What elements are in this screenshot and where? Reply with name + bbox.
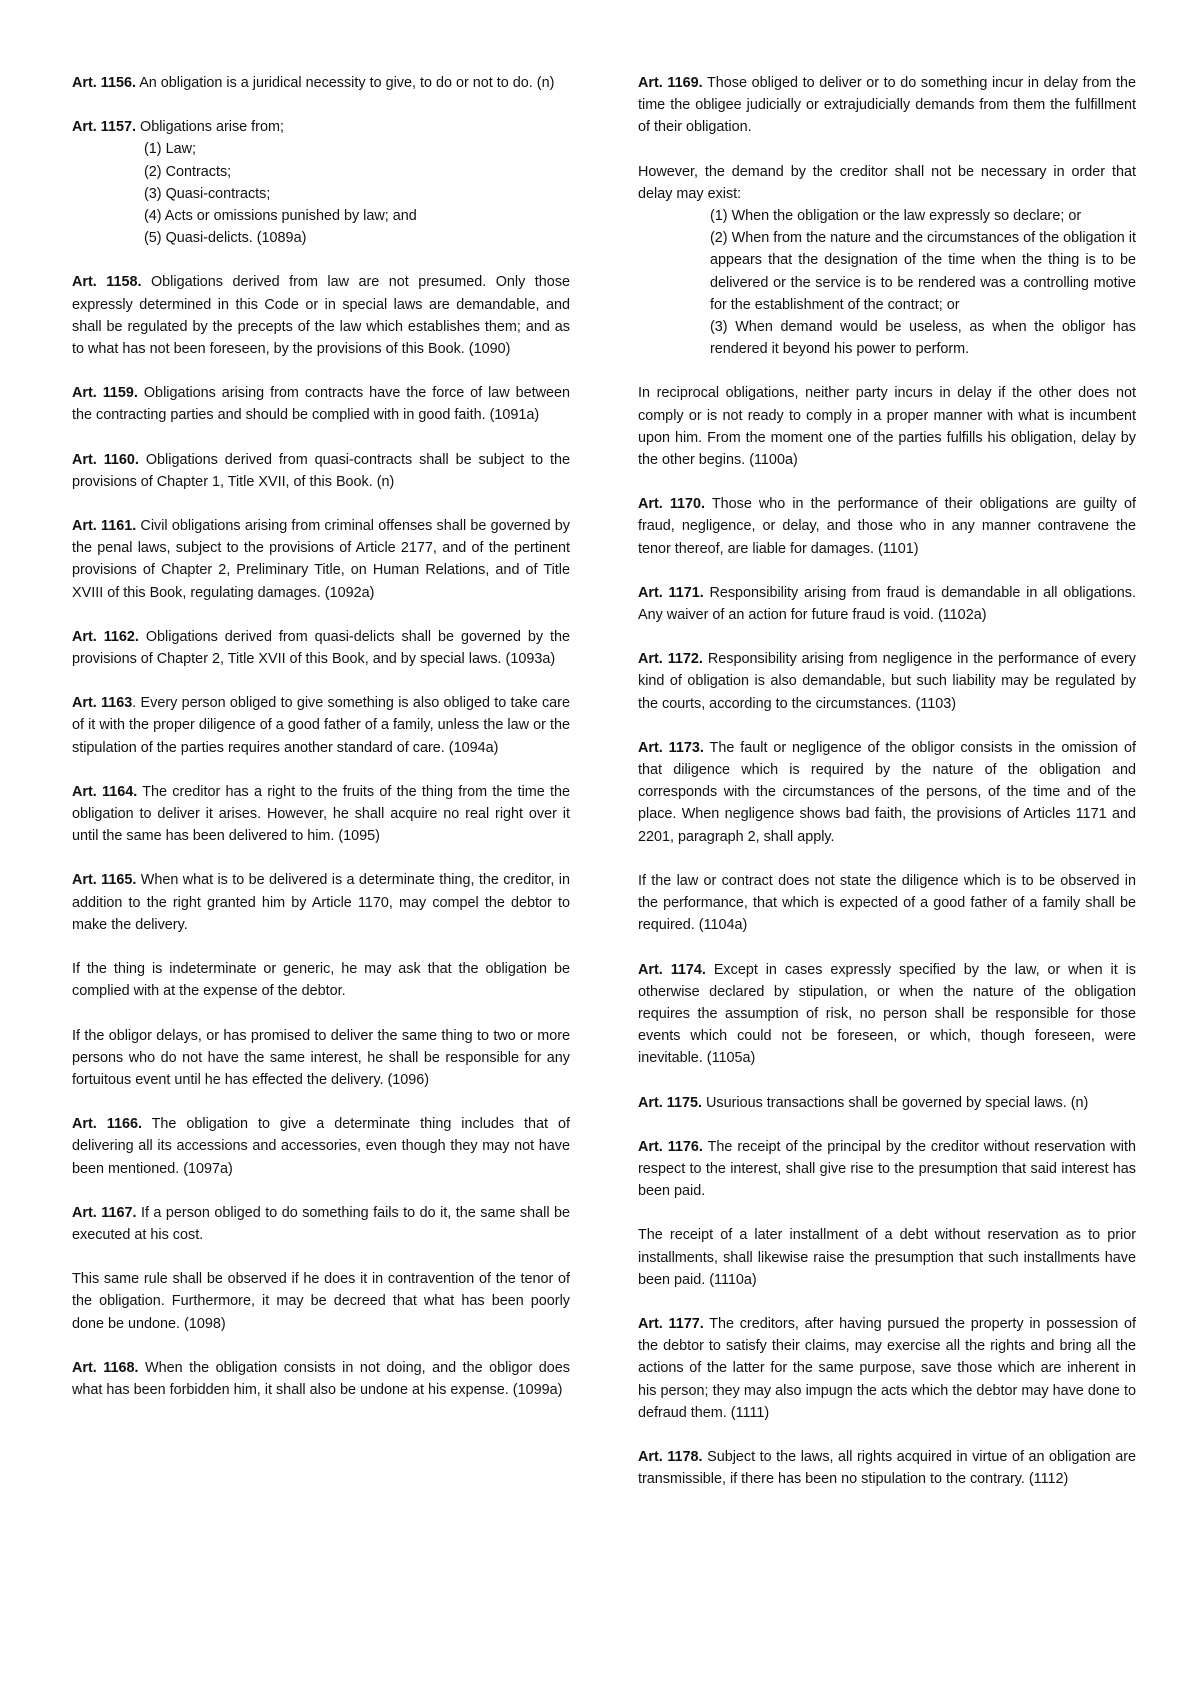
article-1174 xyxy=(638,959,1136,1070)
article-number: Art. 1174. xyxy=(638,961,706,978)
article-text: Usurious transactions shall be governed by special laws. (n) xyxy=(702,1094,1089,1111)
article-1158 xyxy=(72,271,570,360)
article-paragraph xyxy=(72,515,570,604)
article-number: Art. 1162. xyxy=(72,628,139,645)
article-1165 xyxy=(72,869,570,1091)
article-number: Art. 1161. xyxy=(72,518,137,535)
article-paragraph: In reciprocal obligations, neither party incurs in delay if the other does not comply or is not ready to comply in a proper manner with what is incumbent upon him. From the moment one of the parties fulfills his obligation, delay by the other begins. (1100a) xyxy=(638,385,1136,469)
list-item: (3) Quasi-contracts; xyxy=(144,185,271,202)
article-paragraph xyxy=(638,1313,1136,1424)
article-number: Art. 1156. xyxy=(72,75,136,91)
article-paragraph xyxy=(638,1136,1136,1203)
article-paragraph xyxy=(72,869,570,936)
article-text: Obligations derived from law are not presumed. Only those expressly determined in this Code or in special laws are demandable, and shall be regulated by the precepts of the law which establishes them; and as to what has not been foreseen, by the provisions of this Book. (1090) xyxy=(72,274,571,358)
article-paragraph xyxy=(638,1092,1136,1114)
article-1176 xyxy=(638,1136,1136,1291)
article-number: Art. 1171. xyxy=(638,584,704,601)
article-text: Those who in the performance of their obligations are guilty of fraud, negligence, or delay, and those who in any manner contravene the tenor thereof, are liable for damages. (1101) xyxy=(638,496,1136,557)
article-number: Art. 1165. xyxy=(72,872,137,889)
article-1173 xyxy=(638,737,1136,937)
article-number: Art. 1159. xyxy=(72,385,138,402)
article-paragraph xyxy=(72,271,570,360)
article-text: Those obliged to deliver or to do something incur in delay from the time the obligee judicially or extrajudicially demands from them the fulfillment of their obligation. xyxy=(638,75,1137,136)
article-number: Art. 1169. xyxy=(638,75,703,91)
article-1156 xyxy=(72,72,570,94)
right-column xyxy=(638,72,1136,1512)
article-text: The receipt of the principal by the creditor without reservation with respect to the interest, shall give rise to the presumption that said interest has been paid. xyxy=(638,1138,1137,1200)
list-item: (2) When from the nature and the circumstances of the obligation it appears that the designation of the time when the thing is to be delivered or the service is to be rendered was a controlling motive for the establishment of the contract; or xyxy=(710,230,1136,313)
article-number: Art. 1176. xyxy=(638,1138,703,1155)
article-number: Art. 1157. xyxy=(72,119,136,136)
sources-list xyxy=(72,138,570,249)
article-paragraph xyxy=(72,781,570,848)
article-paragraph xyxy=(72,1113,570,1180)
article-paragraph xyxy=(638,493,1136,560)
article-paragraph xyxy=(638,737,1136,848)
article-paragraph xyxy=(72,382,570,426)
article-number: Art. 1168. xyxy=(72,1359,139,1376)
article-text: Obligations derived from quasi-delicts shall be governed by the provisions of Chapter 2, Title XVII of this Book, and by special laws. (1093a) xyxy=(72,628,571,668)
article-paragraph xyxy=(72,1202,570,1246)
article-paragraph xyxy=(638,959,1136,1070)
article-1166 xyxy=(72,1113,570,1180)
article-paragraph xyxy=(72,1357,570,1401)
article-number: Art. 1160. xyxy=(72,451,139,468)
article-paragraph: If the law or contract does not state the diligence which is to be observed in the performance, that which is expected of a good father of a family shall be required. (1104a) xyxy=(638,872,1136,934)
article-text: The creditors, after having pursued the property in possession of the debtor to satisfy their claims, may exercise all the rights and bring all the actions of the latter for the same purpose, save those which are inherent in his person; they may also impugn the acts which the debtor may have done to defraud them. (1111) xyxy=(638,1315,1136,1421)
article-1168 xyxy=(72,1357,570,1401)
article-number: Art. 1164. xyxy=(72,783,138,800)
article-1171 xyxy=(638,582,1136,626)
article-text: If a person obliged to do something fails to do it, the same shall be executed at his cost. xyxy=(72,1204,570,1243)
article-number: Art. 1177. xyxy=(638,1315,704,1332)
article-1163 xyxy=(72,692,570,759)
article-1178 xyxy=(638,1446,1136,1490)
article-number: Art. 1158. xyxy=(72,274,142,291)
article-number: Art. 1166. xyxy=(72,1116,142,1133)
article-text: When what is to be delivered is a determinate thing, the creditor, in addition to the right granted him by Article 1170, may compel the debtor to make the delivery. xyxy=(72,872,570,933)
article-number: Art. 1173. xyxy=(638,739,704,756)
article-text: Responsibility arising from fraud is demandable in all obligations. Any waiver of an action for future fraud is void. (1102a) xyxy=(638,584,1137,624)
delay-exceptions-list xyxy=(638,205,1136,360)
article-1177 xyxy=(638,1313,1136,1424)
article-1172 xyxy=(638,648,1136,715)
list-item: (3) When demand would be useless, as when the obligor has rendered it beyond his power to perform. xyxy=(710,319,1136,358)
article-text: Subject to the laws, all rights acquired in virtue of an obligation are transmissible, if there has been no stipulation to the contrary. (1112) xyxy=(638,1448,1136,1488)
article-text: The creditor has a right to the fruits of the thing from the time the obligation to deliver it arises. However, he shall acquire no real right over it until the same has been delivered to him. (1095) xyxy=(72,783,571,845)
article-text: When the obligation consists in not doing, and the obligor does what has been forbidden him, it shall also be undone at his expense. (1099a) xyxy=(72,1359,570,1398)
article-1175 xyxy=(638,1092,1136,1114)
article-text: Obligations derived from quasi-contracts shall be subject to the provisions of Chapter 1, Title XVII, of this Book. (n) xyxy=(72,451,571,490)
list-item: (1) When the obligation or the law expressly so declare; or xyxy=(710,208,1082,225)
article-1167 xyxy=(72,1202,570,1335)
article-text: Except in cases expressly specified by the law, or when it is otherwise declared by stipulation, or when the nature of the obligation requires the assumption of risk, no person shall be responsible for those events which could not be foreseen, or which, though foreseen, were inevitable. (1105a) xyxy=(638,961,1136,1067)
article-1162 xyxy=(72,626,570,670)
list-item: (4) Acts or omissions punished by law; and xyxy=(144,208,417,225)
article-1159 xyxy=(72,382,570,426)
article-paragraph xyxy=(638,72,1136,139)
article-1164 xyxy=(72,781,570,848)
article-paragraph xyxy=(638,648,1136,715)
left-column xyxy=(72,72,570,1423)
article-number: Art. 1172. xyxy=(638,651,703,668)
article-paragraph xyxy=(72,116,570,138)
article-text: . Every person obliged to give something is also obliged to take care of it with the proper diligence of a good father of a family, unless the law or the stipulation of the parties requires another standard of care. (1094a) xyxy=(72,695,570,756)
article-number: Art. 1178. xyxy=(638,1448,703,1465)
article-1157 xyxy=(72,116,570,249)
article-number: Art. 1163 xyxy=(72,695,133,712)
article-paragraph: The receipt of a later installment of a debt without reservation as to prior installments, shall likewise raise the presumption that such installments have been paid. (1110a) xyxy=(638,1227,1136,1288)
article-paragraph xyxy=(72,626,570,670)
list-item: (2) Contracts; xyxy=(144,163,232,180)
article-paragraph xyxy=(638,582,1136,626)
article-text: Obligations arising from contracts have the force of law between the contracting parties and should be complied with in good faith. (1091a) xyxy=(72,385,570,424)
article-number: Art. 1170. xyxy=(638,496,706,513)
article-text: Civil obligations arising from criminal offenses shall be governed by the penal laws, subject to the provisions of Article 2177, and of the pertinent provisions of Chapter 2, Preliminary Title, on Human Relations, and of Title XVIII of this Book, regulating damages. (1092a) xyxy=(72,518,570,601)
article-1169 xyxy=(638,72,1136,471)
article-paragraph: If the thing is indeterminate or generic, he may ask that the obligation be complied with at the expense of the debtor. xyxy=(72,961,570,1000)
article-text: The obligation to give a determinate thing includes that of delivering all its accessions and accessories, even though they may not have been mentioned. (1097a) xyxy=(72,1116,570,1177)
article-paragraph xyxy=(72,692,570,759)
article-paragraph: However, the demand by the creditor shall not be necessary in order that delay may exist: xyxy=(638,163,1136,202)
article-1160 xyxy=(72,449,570,493)
article-paragraph xyxy=(72,72,570,94)
article-paragraph xyxy=(638,1446,1136,1490)
article-number: Art. 1167. xyxy=(72,1204,137,1221)
article-number: Art. 1175. xyxy=(638,1094,702,1111)
article-paragraph: This same rule shall be observed if he does it in contravention of the tenor of the obligation. Furthermore, it may be decreed that what has been poorly done be undone. (1098) xyxy=(72,1271,570,1332)
list-item: (1) Law; xyxy=(144,141,196,158)
article-1170 xyxy=(638,493,1136,560)
article-text: The fault or negligence of the obligor consists in the omission of that diligence which is required by the nature of the obligation and corresponds with the circumstances of the persons, of the time and of the place. When negligence shows bad faith, the provisions of Articles 1171 and 2201, paragraph 2, shall apply. xyxy=(638,739,1136,845)
article-text: Responsibility arising from negligence in the performance of every kind of obligation is also demandable, but such liability may be regulated by the courts, according to the circumstances. (1103) xyxy=(638,651,1136,712)
list-item: (5) Quasi-delicts. (1089a) xyxy=(144,230,307,247)
article-1161 xyxy=(72,515,570,604)
article-paragraph xyxy=(72,449,570,493)
article-text: Obligations arise from; xyxy=(136,119,284,136)
article-text: An obligation is a juridical necessity to give, to do or not to do. (n) xyxy=(136,75,555,91)
article-paragraph: If the obligor delays, or has promised to deliver the same thing to two or more persons who do not have the same interest, he shall be responsible for any fortuitous event until he has effected the delivery. (1096) xyxy=(72,1027,570,1088)
